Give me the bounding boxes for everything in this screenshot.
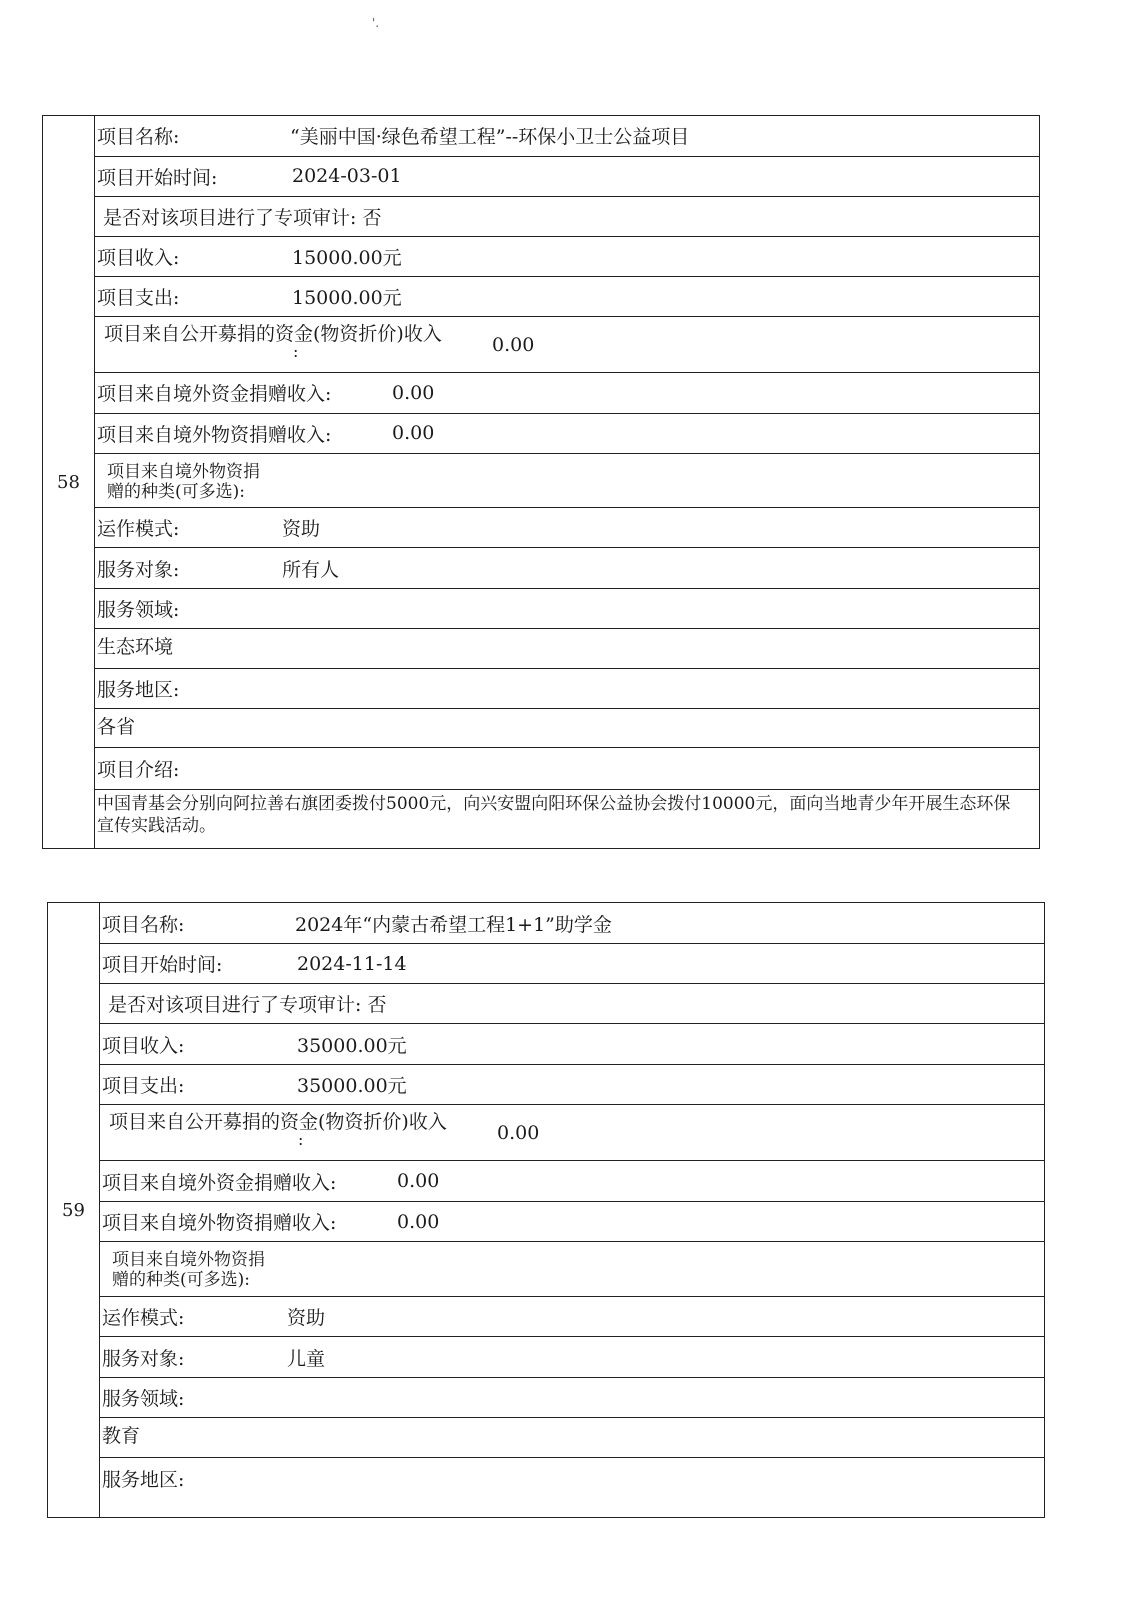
service-region-label-row — [95, 669, 1039, 709]
foreign-goods-value: 0.00 — [392, 422, 435, 445]
public-fundraising-label-group — [109, 1111, 447, 1147]
foreign-goods-row — [100, 1202, 1044, 1242]
scan-mark: '. — [372, 16, 380, 30]
service-field-label-row — [95, 589, 1039, 629]
record-number: 58 — [43, 116, 95, 848]
service-region-value: 各省 — [97, 715, 136, 738]
service-target-label: 服务对象: — [97, 558, 180, 581]
income-row — [100, 1024, 1044, 1065]
start-date-row — [100, 944, 1044, 984]
goods-kinds-row — [95, 454, 1039, 509]
goods-kinds-label-line2: 赠的种类(可多选): — [107, 481, 245, 502]
operation-mode-label: 运作模式: — [97, 518, 180, 541]
start-date-label: 项目开始时间: — [97, 166, 218, 189]
project-name-row — [100, 903, 1044, 944]
service-field-label: 服务领域: — [102, 1388, 185, 1410]
public-fundraising-value: 0.00 — [492, 334, 535, 357]
service-field-value-row — [100, 1418, 1044, 1458]
foreign-cash-row — [100, 1161, 1044, 1202]
operation-mode-row — [95, 508, 1039, 548]
operation-mode-row — [100, 1297, 1044, 1337]
public-fundraising-colon: : — [293, 342, 299, 362]
goods-kinds-label-line1: 项目来自境外物资捐 — [107, 461, 260, 482]
public-fundraising-colon: : — [298, 1130, 304, 1149]
foreign-goods-label: 项目来自境外物资捐赠收入: — [102, 1212, 337, 1234]
public-fundraising-label-group — [104, 323, 442, 362]
audit-text: 是否对该项目进行了专项审计: 否 — [103, 206, 382, 229]
start-date-row — [95, 157, 1039, 197]
project-record-59 — [47, 902, 1045, 1518]
income-label: 项目收入: — [102, 1034, 185, 1057]
start-date-value: 2024-11-14 — [297, 952, 407, 975]
service-target-row — [100, 1337, 1044, 1378]
foreign-goods-label: 项目来自境外物资捐赠收入: — [97, 423, 332, 446]
expense-label: 项目支出: — [102, 1075, 185, 1097]
intro-label-row — [95, 748, 1039, 790]
service-field-value: 教育 — [102, 1425, 141, 1447]
expense-row — [95, 277, 1039, 317]
expense-value: 35000.00元 — [297, 1075, 407, 1097]
public-fundraising-value: 0.00 — [497, 1122, 540, 1144]
service-region-value-row — [95, 709, 1039, 749]
foreign-cash-label: 项目来自境外资金捐赠收入: — [97, 383, 332, 406]
income-label: 项目收入: — [97, 246, 180, 269]
record-rows — [100, 903, 1044, 1517]
goods-kinds-label — [107, 462, 260, 502]
intro-text: 中国青基会分别向阿拉善右旗团委拨付5000元，向兴安盟向阳环保公益协会拨付10000元，面向当地青少年开展生态环保宣传实践活动。 — [97, 794, 1011, 837]
goods-kinds-label-line1: 项目来自境外物资捐 — [112, 1250, 265, 1270]
project-name-value: “美丽中国·绿色希望工程”--环保小卫士公益项目 — [290, 126, 690, 149]
goods-kinds-label-line2: 赠的种类(可多选): — [112, 1270, 250, 1290]
public-fundraising-row — [100, 1105, 1044, 1161]
expense-row — [100, 1065, 1044, 1105]
intro-label: 项目介绍: — [97, 759, 180, 782]
foreign-cash-label: 项目来自境外资金捐赠收入: — [102, 1171, 337, 1194]
start-date-value: 2024-03-01 — [292, 165, 402, 188]
income-value: 15000.00元 — [292, 246, 402, 269]
goods-kinds-label — [112, 1250, 265, 1290]
record-rows — [95, 116, 1039, 848]
service-target-row — [95, 548, 1039, 589]
audit-row — [100, 984, 1044, 1024]
public-fundraising-label: 项目来自公开募捐的资金(物资折价)收入 — [109, 1111, 447, 1133]
foreign-goods-value: 0.00 — [397, 1210, 440, 1233]
operation-mode-value: 资助 — [282, 518, 321, 541]
income-value: 35000.00元 — [297, 1034, 407, 1057]
goods-kinds-row — [100, 1242, 1044, 1297]
expense-value: 15000.00元 — [292, 287, 402, 310]
service-region-label-row — [100, 1458, 1044, 1499]
operation-mode-value: 资助 — [287, 1307, 326, 1329]
project-name-label: 项目名称: — [102, 913, 185, 936]
foreign-cash-row — [95, 373, 1039, 414]
foreign-goods-row — [95, 414, 1039, 454]
service-region-label: 服务地区: — [102, 1469, 185, 1491]
service-field-value: 生态环境 — [97, 635, 174, 658]
audit-text: 是否对该项目进行了专项审计: 否 — [108, 994, 387, 1016]
foreign-cash-value: 0.00 — [392, 381, 435, 404]
service-field-label-row — [100, 1378, 1044, 1418]
service-target-value: 儿童 — [287, 1347, 326, 1370]
project-name-value: 2024年“内蒙古希望工程1+1”助学金 — [295, 913, 612, 936]
service-target-label: 服务对象: — [102, 1347, 185, 1370]
project-name-label: 项目名称: — [97, 126, 180, 149]
service-region-label: 服务地区: — [97, 678, 180, 701]
service-target-value: 所有人 — [282, 558, 340, 581]
intro-value-row — [95, 790, 1039, 848]
foreign-cash-value: 0.00 — [397, 1170, 440, 1192]
expense-label: 项目支出: — [97, 287, 180, 310]
record-number: 59 — [48, 903, 100, 1517]
audit-row — [95, 197, 1039, 237]
income-row — [95, 237, 1039, 278]
start-date-label: 项目开始时间: — [102, 954, 223, 976]
project-name-row — [95, 116, 1039, 157]
operation-mode-label: 运作模式: — [102, 1307, 185, 1329]
service-field-label: 服务领域: — [97, 599, 180, 621]
public-fundraising-label: 项目来自公开募捐的资金(物资折价)收入 — [104, 323, 442, 346]
service-field-value-row — [95, 629, 1039, 669]
project-record-58 — [42, 115, 1040, 849]
public-fundraising-row — [95, 317, 1039, 373]
